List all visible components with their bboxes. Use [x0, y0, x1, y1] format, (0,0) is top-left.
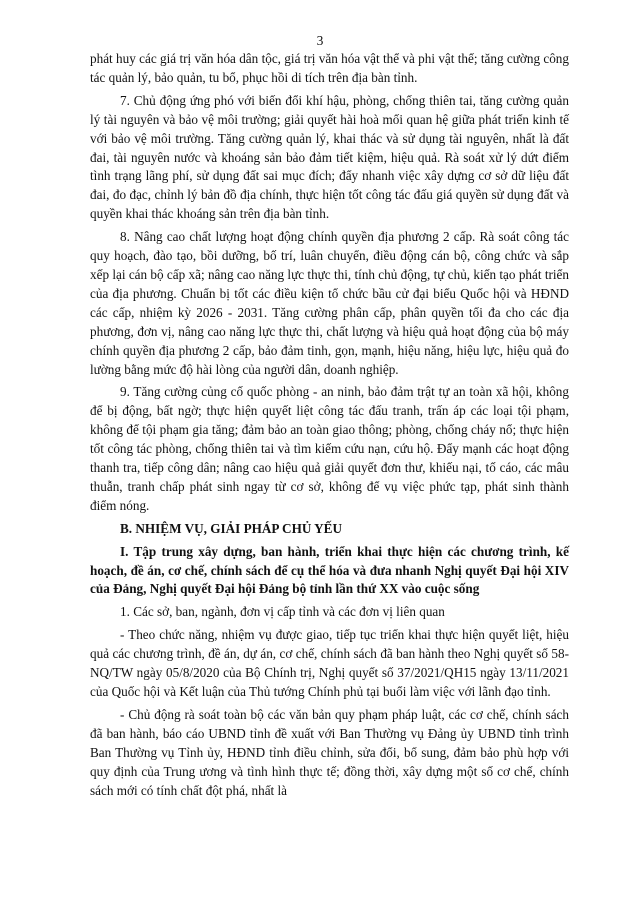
section-heading-i: I. Tập trung xây dựng, ban hành, triển khai thực hiện các chương trình, kế hoạch, đề án, cơ chế, chính sách để cụ thể hóa và đưa nhanh Nghị quyết Đại hội XIV của Đảng, Nghị quyết Đại hội Đảng bộ tỉnh lần thứ XX vào cuộc sống [90, 543, 569, 597]
paragraph-item-7: 7. Chủ động ứng phó với biến đổi khí hậu, phòng, chống thiên tai, tăng cường quản lý tài nguyên và bảo vệ môi trường; giải quyết hài hoà mối quan hệ giữa phát triển kinh tế với bảo vệ môi trường. Tăng cường quản lý, khai thác và sử dụng tài nguyên, nhất là đất đai, tài nguyên nước và khoáng sản bảo đảm tiết kiệm, hiệu quả. Rà soát xử lý dứt điểm tình trạng lãng phí, sử dụng đất sai mục đích; đẩy nhanh việc xây dựng cơ sở dữ liệu đất đai, đo đạc, chỉnh lý bản đồ địa chính, thực hiện tốt công tác đấu giá quyền sử dụng đất và quyền khai thác khoáng sản trên địa bàn tỉnh. [90, 92, 569, 222]
document-body [90, 50, 569, 804]
paragraph-item-8: 8. Nâng cao chất lượng hoạt động chính quyền địa phương 2 cấp. Rà soát công tác quy hoạch, đào tạo, bồi dưỡng, bố trí, luân chuyển, điều động cán bộ, công chức và sắp xếp lại cán bộ cấp xã; nâng cao năng lực thực thi, tính chủ động, tự chủ, kiến tạo phát triển của địa phương. Chuẩn bị tốt các điều kiện tổ chức bầu cử đại biểu Quốc hội và HĐND các cấp, nhiệm kỳ 2026 - 2031. Tăng cường phân cấp, phân quyền tối đa cho các địa phương, đơn vị, nâng cao năng lực thực thi, chất lượng và hiệu quả hoạt động của bộ máy chính quyền địa phương 2 cấp, bảo đảm tinh, gọn, mạnh, hiệu năng, hiệu lực, hiệu quả đo lường bằng mức độ hài lòng của người dân, doanh nghiệp. [90, 229, 569, 377]
bullet-paragraph: - Chủ động rà soát toàn bộ các văn bản quy phạm pháp luật, các cơ chế, chính sách đã ban hành, báo cáo UBND tỉnh đề xuất với Ban Thường vụ Đảng ủy UBND tỉnh trình Ban Thường vụ Tỉnh ủy, HĐND tỉnh điều chỉnh, sửa đổi, bổ sung, đảm bảo phù hợp với quy định của Trung ương và tình hình thực tế; đồng thời, xây dựng một số cơ chế, chính sách mới có tính chất đột phá, nhất là [90, 706, 569, 798]
page-number: 3 [316, 33, 324, 48]
paragraph-continuation: phát huy các giá trị văn hóa dân tộc, giá trị văn hóa vật thể và phi vật thể; tăng cường công tác quản lý, bảo quản, tu bổ, phục hồi di tích trên địa bàn tỉnh. [90, 51, 569, 85]
bullet-paragraph: - Theo chức năng, nhiệm vụ được giao, tiếp tục triển khai thực hiện quyết liệt, hiệu quả các chương trình, đề án, dự án, cơ chế, chính sách đã ban hành theo Nghị quyết số 58-NQ/TW ngày 05/8/2020 của Bộ Chính trị, Nghị quyết số 37/2021/QH15 ngày 13/11/2021 của Quốc hội và Kết luận của Thủ tướng Chính phủ tại buổi làm việc với lãnh đạo tỉnh. [90, 627, 569, 699]
paragraph-item-9: 9. Tăng cường củng cố quốc phòng - an ninh, bảo đảm trật tự an toàn xã hội, không để bị động, bất ngờ; thực hiện quyết liệt công tác đấu tranh, trấn áp các loại tội phạm, không để tội phạm gia tăng; đảm bảo an toàn giao thông; phòng, chống cháy nổ; thực hiện tốt công tác phòng, chống thiên tai và tìm kiếm cứu nạn, cứu hộ. Đẩy mạnh các hoạt động thanh tra, tiếp công dân; nâng cao hiệu quả giải quyết đơn thư, khiếu nại, tố cáo, các mâu thuẫn, tranh chấp phát sinh ngay từ cơ sở, không để vụ việc phức tạp, phát sinh thành điểm nóng. [90, 384, 569, 513]
section-heading-b: B. NHIỆM VỤ, GIẢI PHÁP CHỦ YẾU [120, 520, 343, 536]
sub-heading-1: 1. Các sở, ban, ngành, đơn vị cấp tỉnh và các đơn vị liên quan [120, 604, 445, 620]
